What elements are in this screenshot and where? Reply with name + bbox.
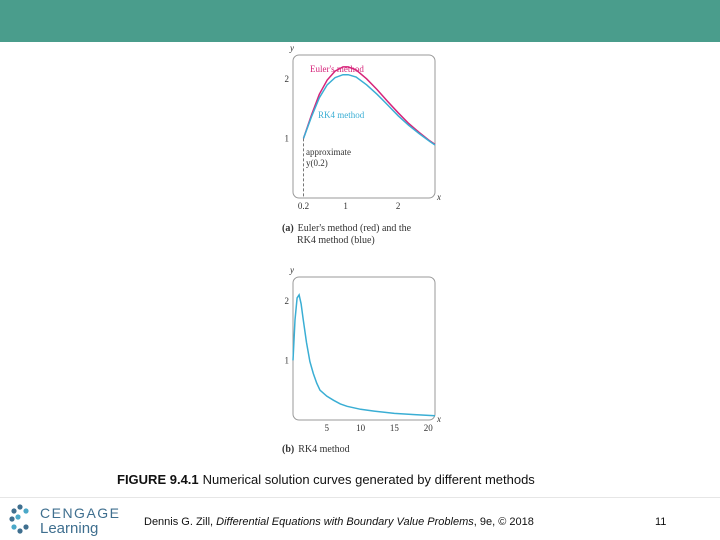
panel-a bbox=[285, 43, 442, 211]
panel-b-xtick-label: 10 bbox=[356, 423, 366, 433]
panel-b-ytick-label: 1 bbox=[284, 355, 289, 366]
annotation-y02: y(0.2) bbox=[306, 158, 328, 168]
logo-mark-icon bbox=[8, 503, 38, 537]
annotation-rk4: RK4 method bbox=[318, 110, 365, 120]
panel-b-caption bbox=[282, 444, 350, 456]
footer-author: Dennis G. Zill, bbox=[144, 516, 217, 528]
panel-a-xlabel: x bbox=[437, 192, 441, 202]
panel-b-xtick-label: 20 bbox=[423, 423, 433, 433]
figure-caption-label: FIGURE 9.4.1 bbox=[117, 472, 199, 487]
panel-b-rk4-curve bbox=[293, 295, 435, 416]
panel-a-ytick-label: 1 bbox=[284, 133, 289, 144]
panel-a-label: (a) bbox=[282, 223, 294, 234]
footer-book-title: Differential Equations with Boundary Value Problems bbox=[216, 516, 474, 528]
footer-citation bbox=[144, 516, 534, 528]
figure-caption-text: Numerical solution curves generated by different methods bbox=[202, 472, 535, 487]
panel-a-caption-line2: RK4 method (blue) bbox=[297, 235, 375, 246]
panel-a-xtick-label: 0.2 bbox=[297, 201, 310, 211]
panel-b-xlabel: x bbox=[437, 414, 441, 424]
logo-text-learning: Learning bbox=[40, 520, 99, 537]
panel-a-ylabel: y bbox=[290, 43, 294, 53]
panel-b-xtick-label: 5 bbox=[324, 423, 330, 433]
footer-divider bbox=[0, 497, 720, 498]
figure-caption bbox=[117, 472, 535, 487]
footer-edition: , 9e, © 2018 bbox=[473, 516, 534, 528]
panel-b-ytick-label: 2 bbox=[284, 295, 289, 306]
panel-b-xtick-label: 15 bbox=[389, 423, 399, 433]
panel-b-label: (b) bbox=[282, 444, 295, 455]
annotation-euler: Euler's method bbox=[310, 64, 364, 74]
panel-a-euler-curve bbox=[304, 67, 436, 144]
panel-a-xtick-label: 2 bbox=[395, 201, 401, 211]
panel-b-frame bbox=[293, 277, 435, 420]
panel-b-ylabel: y bbox=[290, 265, 294, 275]
panel-a-caption bbox=[282, 223, 462, 247]
panel-a-ytick-label: 2 bbox=[284, 73, 289, 84]
panel-b bbox=[285, 265, 442, 433]
logo-text-cengage: CENGAGE bbox=[40, 505, 121, 521]
page-number: 11 bbox=[655, 516, 667, 528]
annotation-approximate: approximate bbox=[306, 147, 351, 157]
panel-a-caption-line1: Euler's method (red) and the bbox=[297, 223, 412, 234]
panel-a-xtick-label: 1 bbox=[343, 201, 348, 211]
cengage-logo bbox=[8, 503, 128, 539]
panel-b-caption-text: RK4 method bbox=[298, 444, 350, 455]
